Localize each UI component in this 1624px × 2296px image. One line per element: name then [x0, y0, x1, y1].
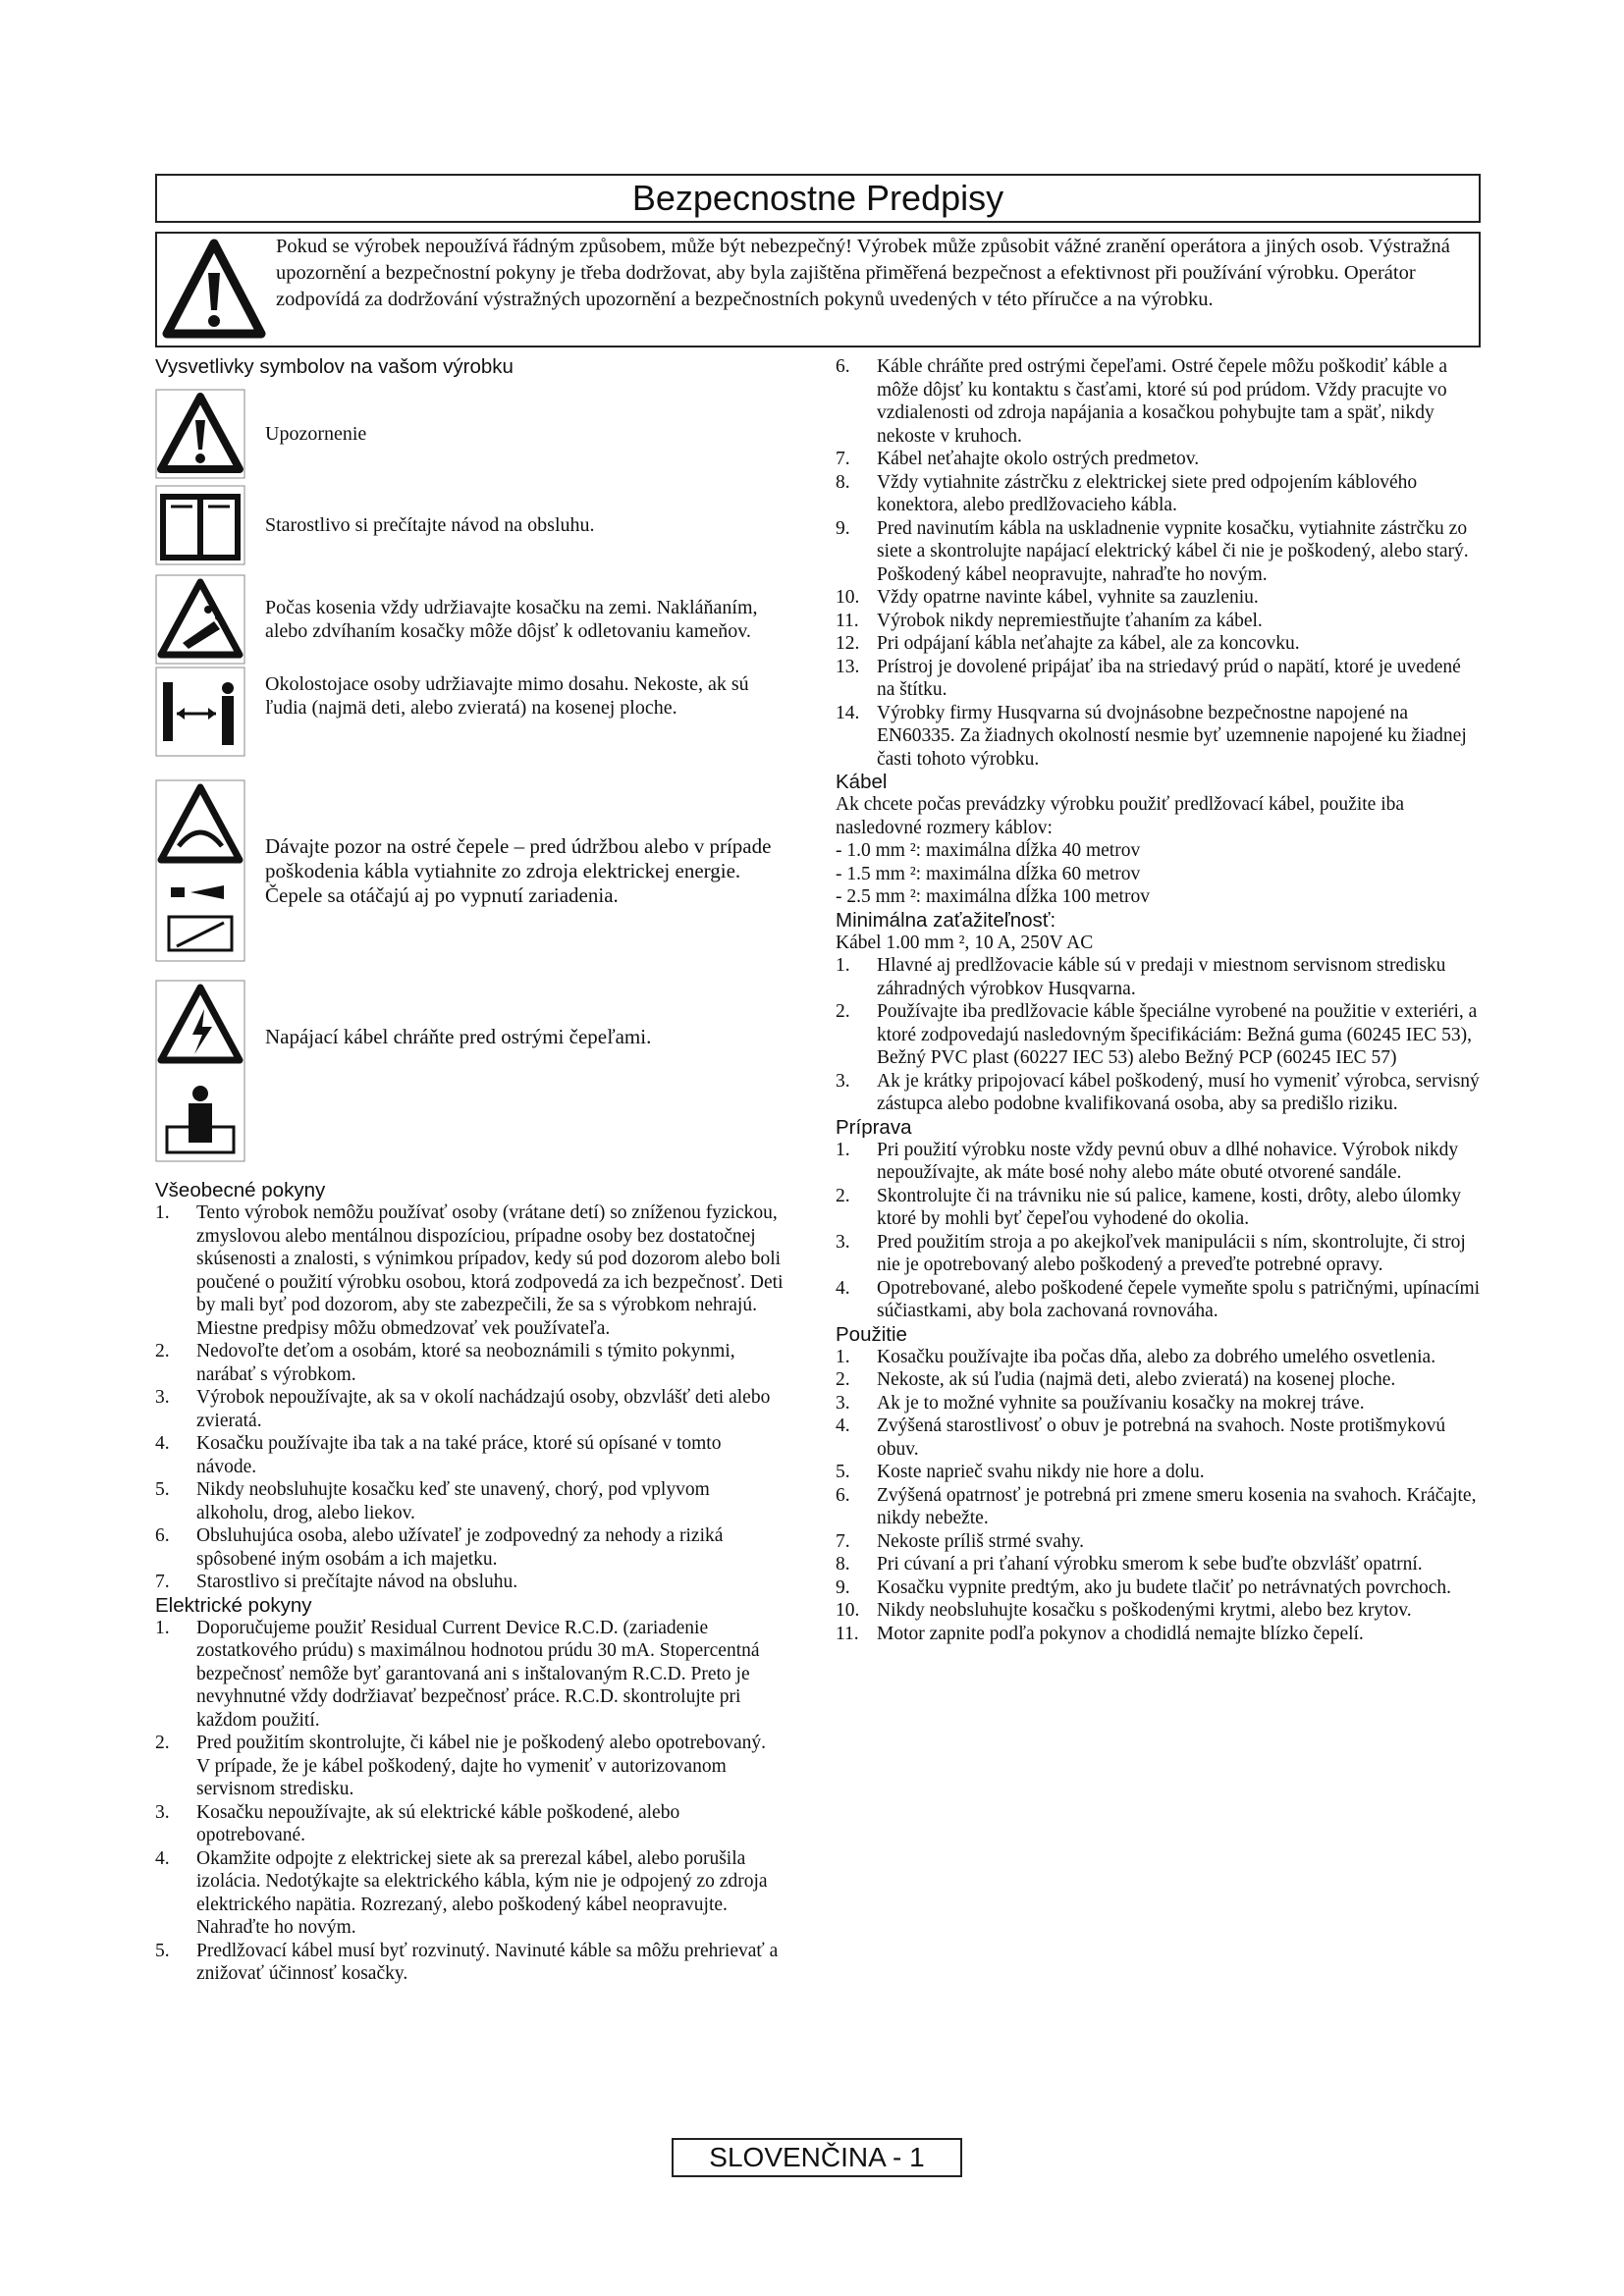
list-number: 3.	[155, 1801, 170, 1823]
list-item	[836, 586, 1484, 610]
list-number: 3.	[836, 1070, 850, 1092]
symbol-row-blades	[155, 776, 784, 965]
list-item	[836, 1070, 1484, 1116]
list-text: Kosačku používajte iba tak a na také práce, ktoré sú opísané v tomto návode.	[196, 1433, 722, 1477]
symbol-row-manual	[155, 482, 784, 568]
list-text: Nikdy neobsluhujte kosačku s poškodenými krytmi, alebo bez krytov.	[877, 1600, 1412, 1621]
list-item	[836, 1576, 1484, 1600]
list-item	[155, 1201, 784, 1340]
list-number: 4.	[836, 1415, 850, 1436]
list-item	[155, 1617, 784, 1733]
list-item	[836, 702, 1484, 772]
symbol-text: Dávajte pozor na ostré čepele – pred údržbou alebo v prípade poškodenia kábla vytiahnite zo zdroja elektrickej energie. Čepele sa otáčajú aj po vypnutí zariadenia.	[265, 833, 772, 907]
list-number: 8.	[836, 471, 850, 493]
list-number: 14.	[836, 702, 860, 723]
list-text: Nedovoľte deťom a osobám, ktoré sa neoboznámili s týmito pokynmi, narábať s výrobkom.	[196, 1341, 735, 1385]
list-number: 4.	[155, 1847, 170, 1869]
list-number: 1.	[836, 1346, 850, 1367]
warning-triangle-icon	[155, 389, 253, 479]
list-text: Zvýšená starostlivosť o obuv je potrebná na svahoch. Noste protišmykovú obuv.	[877, 1415, 1446, 1460]
list-item	[836, 1623, 1484, 1646]
list-number: 7.	[836, 449, 850, 469]
list-number: 7.	[836, 1530, 850, 1552]
list-text: Ak je krátky pripojovací kábel poškodený, musí ho vymeniť výrobca, servisný zástupca alebo podobne kvalifikovaná osoba, aby sa predišlo riziku.	[877, 1070, 1480, 1114]
list-item	[155, 1340, 784, 1386]
list-item	[836, 355, 1484, 448]
flying-stones-icon	[155, 574, 253, 665]
list-item	[836, 1484, 1484, 1530]
cable-size-item: - 1.5 mm ²: maximálna dĺžka 60 metrov	[836, 863, 1141, 884]
list-item	[155, 1478, 784, 1524]
list-text: Koste naprieč svahu nikdy nie hore a dolu.	[877, 1462, 1205, 1482]
list-item	[836, 1553, 1484, 1576]
list-number: 1.	[155, 1202, 170, 1223]
cable-heading: Kábel	[836, 771, 888, 793]
prep-list	[836, 1139, 1484, 1323]
list-text: Starostlivo si prečítajte návod na obsluhu.	[196, 1572, 518, 1592]
general-list	[155, 1201, 784, 1594]
right-column	[836, 355, 1484, 1645]
list-number: 3.	[155, 1387, 170, 1408]
list-text: Pri použití výrobku noste vždy pevnú obuv a dlhé nohavice. Výrobok nikdy nepoužívajte, ak máte bosé nohy alebo máte obuté otvorené sandále.	[877, 1139, 1459, 1183]
list-number: 6.	[836, 1484, 850, 1506]
list-item	[836, 1530, 1484, 1554]
list-text: Používajte iba predlžovacie káble špeciálne vyrobené na použitie v exteriéri, a ktoré zodpovedajú nasledovným špecifikáciám: Bežná guma (60245 IEC 53), Bežný PVC plast (60227 IEC 53) alebo Bežný PCP (60245 IEC 57)	[877, 1001, 1478, 1068]
list-item	[155, 1571, 784, 1594]
list-text: Nekoste, ak sú ľudia (najmä deti, alebo zvieratá) na kosenej ploche.	[877, 1369, 1396, 1390]
list-text: Pred použitím skontrolujte, či kábel nie je poškodený alebo opotrebovaný. V prípade, že je kábel poškodený, dajte ho vymeniť v autorizovanom servisnom stredisku.	[196, 1733, 766, 1799]
list-number: 2.	[155, 1341, 170, 1362]
list-item	[836, 517, 1484, 587]
symbols-heading: Vysvetlivky symbolov na vašom výrobku	[155, 355, 514, 378]
symbol-text: Okolostojace osoby udržiavajte mimo dosahu. Nekoste, ak sú ľudia (najmä deti, alebo zvieratá) na kosenej ploche.	[265, 673, 749, 719]
list-text: Ak je to možné vyhnite sa používaniu kosačky na mokrej tráve.	[877, 1392, 1365, 1414]
list-number: 5.	[155, 1479, 170, 1500]
open-book-icon	[155, 485, 253, 565]
list-text: Hlavné aj predlžovacie káble sú v predaji v miestnom servisnom stredisku záhradných výrobkov Husqvarna.	[877, 955, 1446, 999]
list-text: Vždy opatrne navinte kábel, vyhnite sa zauzleniu.	[877, 587, 1259, 608]
list-number: 13.	[836, 656, 860, 677]
list-item	[836, 471, 1484, 517]
list-number: 4.	[155, 1433, 170, 1454]
symbol-row-cable	[155, 977, 784, 1165]
list-item	[836, 632, 1484, 656]
list-item	[836, 1231, 1484, 1277]
list-number: 5.	[836, 1462, 850, 1482]
list-number: 9.	[836, 1576, 850, 1598]
list-number: 12.	[836, 633, 860, 654]
list-number: 2.	[836, 1185, 850, 1206]
list-text: Nekoste príliš strmé svahy.	[877, 1530, 1085, 1552]
list-text: Kosačku vypnite predtým, ako ju budete tlačiť po netrávnatých povrchoch.	[877, 1576, 1452, 1598]
list-item	[155, 1524, 784, 1571]
list-text: Kosačku nepoužívajte, ak sú elektrické káble poškodené, alebo opotrebované.	[196, 1801, 680, 1845]
list-item	[836, 448, 1484, 471]
load-heading: Minimálna zaťažiteľnosť:	[836, 908, 1056, 932]
list-number: 6.	[155, 1525, 170, 1546]
prep-heading: Príprava	[836, 1115, 912, 1139]
list-number: 4.	[836, 1277, 850, 1299]
list-number: 1.	[836, 1139, 850, 1160]
electrical-heading: Elektrické pokyny	[155, 1593, 312, 1617]
list-number: 10.	[836, 1600, 860, 1621]
list-item	[836, 954, 1484, 1000]
list-number: 2.	[836, 1369, 850, 1390]
list-text: Zvýšená opatrnosť je potrebná pri zmene smeru kosenia na svahoch. Kráčajte, nikdy nebežte.	[877, 1484, 1477, 1528]
cable-sizes	[836, 839, 1484, 909]
symbol-row-distance	[155, 667, 784, 761]
list-number: 8.	[836, 1554, 850, 1575]
cable-intro: Ak chcete počas prevádzky výrobku použiť predlžovací kábel, použite iba nasledovné rozmery káblov:	[836, 794, 1405, 838]
list-number: 7.	[155, 1572, 170, 1592]
list-item	[836, 1461, 1484, 1484]
list-number: 3.	[836, 1231, 850, 1253]
list-item	[836, 610, 1484, 633]
list-item	[836, 1368, 1484, 1392]
cable-size-item: - 1.0 mm ²: maximálna dĺžka 40 metrov	[836, 840, 1141, 861]
list-text: Kábel neťahajte okolo ostrých predmetov.	[877, 449, 1200, 469]
list-number: 1.	[836, 955, 850, 976]
list-number: 11.	[836, 610, 859, 631]
list-number: 9.	[836, 517, 850, 539]
list-text: Nikdy neobsluhujte kosačku keď ste unavený, chorý, pod vplyvom alkoholu, drog, alebo liekov.	[196, 1479, 710, 1523]
list-number: 5.	[155, 1940, 170, 1961]
list-text: Pri cúvaní a pri ťahaní výrobku smerom k sebe buďte obzvlášť opatrní.	[877, 1554, 1423, 1575]
list-text: Káble chráňte pred ostrými čepeľami. Ostré čepele môžu poškodiť káble a môže dôjsť ku kontaktu s časťami, ktoré sú pod prúdom. Vždy pracujte vo vzdialenosti od zdroja napájania a kosačkou pohybujte tam a späť, nikdy nekoste v kruhoch.	[877, 356, 1447, 447]
list-text: Výrobok nikdy nepremiestňujte ťahaním za kábel.	[877, 610, 1263, 631]
usage-list	[836, 1346, 1484, 1646]
list-number: 2.	[836, 1001, 850, 1022]
general-heading: Všeobecné pokyny	[155, 1179, 326, 1201]
list-number: 11.	[836, 1623, 859, 1644]
list-item	[836, 1599, 1484, 1623]
page-title: Bezpecnostne Predpisy	[155, 174, 1481, 223]
list-item	[155, 1801, 784, 1847]
list-text: Doporučujeme použiť Residual Current Device R.C.D. (zariadenie zostatkového prúdu) s maximálnou hodnotou prúdu 30 mA. Stopercentná bezpečnosť nemôže byť garantovaná ani s inštalovaným R.C.D. Preto je nevyhnutné vždy dodržiavať bezpečnosť práce. R.C.D. skontrolujte pri každom použití.	[196, 1617, 760, 1731]
list-text: Tento výrobok nemôžu používať osoby (vrátane detí) so zníženou fyzickou, zmyslovou alebo mentálnou dispozíciou, prípadne osoby bez dostatočnej skúsenosti a znalosti, s výnimkou prípadov, kedy sú pod dozorom alebo boli poučené o použití výrobku osobou, ktorá zodpovedá za ich bezpečnosť. Deti by mali byť pod dozorom, aby ste zabezpečili, že sa s výrobkom nehrajú. Miestne predpisy môžu obmedzovať vek používateľa.	[196, 1202, 784, 1339]
list-text: Pri odpájaní kábla neťahajte za kábel, ale za koncovku.	[877, 633, 1300, 654]
list-item	[836, 1277, 1484, 1323]
list-text: Vždy vytiahnite zástrčku z elektrickej siete pred odpojením káblového konektora, alebo predlžovacieho kábla.	[877, 471, 1418, 515]
warning-triangle-icon	[159, 236, 269, 344]
list-item	[155, 1940, 784, 1986]
list-text: Výrobky firmy Husqvarna sú dvojnásobne bezpečnostne napojené na EN60335. Za žiadnych okolností nesmie byť uzemnenie napojené ku žiadnej časti tohoto výrobku.	[877, 702, 1467, 770]
symbol-row-warning	[155, 386, 784, 482]
keep-distance-icon	[155, 667, 253, 757]
list-text: Opotrebované, alebo poškodené čepele vymeňte spolu s patričnými, upínacími súčiastkami, aby bola zachovaná rovnováha.	[877, 1277, 1481, 1321]
list-number: 1.	[155, 1617, 170, 1638]
list-item	[836, 1392, 1484, 1415]
list-number: 6.	[836, 356, 850, 377]
left-column	[155, 355, 784, 1986]
symbol-row-stones	[155, 572, 784, 667]
page-footer: SLOVENČINA - 1	[672, 2138, 962, 2177]
list-text: Predlžovací kábel musí byť rozvinutý. Navinuté káble sa môžu prehrievať a znižovať účinnosť kosačky.	[196, 1940, 779, 1984]
load-list	[836, 954, 1484, 1116]
list-text: Kosačku používajte iba počas dňa, alebo za dobrého umelého osvetlenia.	[877, 1346, 1436, 1367]
usage-heading: Použitie	[836, 1322, 907, 1346]
list-item	[836, 1185, 1484, 1231]
list-text: Prístroj je dovolené pripájať iba na striedavý prúd o napätí, ktoré je uvedené na štítku.	[877, 656, 1461, 700]
electrical-list-continued	[836, 355, 1484, 771]
list-number: 2.	[155, 1733, 170, 1753]
symbol-text: Upozornenie	[265, 423, 367, 445]
symbol-text: Počas kosenia vždy udržiavajte kosačku na zemi. Nakláňaním, alebo zdvíhaním kosačky môže dôjsť k odletovaniu kameňov.	[265, 597, 758, 642]
list-item	[836, 1415, 1484, 1461]
list-item	[836, 656, 1484, 702]
list-text: Skontrolujte či na trávniku nie sú palice, kamene, kosti, drôty, alebo úlomky ktoré by mohli byť čepeľou vyhodené do okolia.	[877, 1185, 1461, 1229]
list-text: Obsluhujúca osoba, alebo užívateľ je zodpovedný za nehody a riziká spôsobené iným osobám a ich majetku.	[196, 1525, 724, 1570]
list-text: Výrobok nepoužívajte, ak sa v okolí nachádzajú osoby, obzvlášť deti alebo zvieratá.	[196, 1387, 771, 1431]
list-text: Okamžite odpojte z elektrickej siete ak sa prerezal kábel, alebo porušila izolácia. Nedotýkajte sa elektrického kábla, kým nie je odpojený zo zdroja elektrického napätia. Rozrezaný, alebo poškodený kábel neopravujte. Nahraďte ho novým.	[196, 1847, 768, 1938]
cable-protection-icon	[155, 980, 253, 1162]
load-spec: Kábel 1.00 mm ², 10 A, 250V AC	[836, 932, 1094, 953]
cable-size-item: - 2.5 mm ²: maximálna dĺžka 100 metrov	[836, 886, 1150, 907]
list-item	[836, 1000, 1484, 1070]
list-text: Motor zapnite podľa pokynov a chodidlá nemajte blízko čepelí.	[877, 1623, 1364, 1644]
list-number: 3.	[836, 1392, 850, 1414]
list-item	[155, 1847, 784, 1940]
list-item	[155, 1386, 784, 1432]
list-text: Pred použitím stroja a po akejkoľvek manipulácii s ním, skontrolujte, či stroj nie je opotrebovaný alebo poškodený a preveďte potrebné opravy.	[877, 1231, 1466, 1275]
list-item	[155, 1732, 784, 1801]
electrical-list	[155, 1617, 784, 1986]
list-item	[155, 1432, 784, 1478]
sharp-blades-icon	[155, 779, 253, 962]
symbol-text: Starostlivo si prečítajte návod na obsluhu.	[265, 514, 595, 536]
list-item	[836, 1346, 1484, 1369]
list-number: 10.	[836, 587, 860, 608]
list-text: Pred navinutím kábla na uskladnenie vypnite kosačku, vytiahnite zástrčku zo siete a skontrolujte napájací elektrický kábel či nie je poškodený, alebo starý. Poškodený kábel neopravujte, nahraďte ho novým.	[877, 517, 1469, 585]
symbol-text: Napájací kábel chráňte pred ostrými čepeľami.	[265, 1024, 652, 1048]
warning-text: Pokud se výrobek nepoužívá řádným způsobem, může být nebezpečný! Výrobek může způsobit vážné zranění operátora a jiných osob. Výstražná upozornění a bezpečnostní pokyny je třeba dodržovat, aby byla zajištěna přiměřená bezpečnost a efektivnost při používání výrobku. Operátor zodpovídá za dodržování výstražných upozornění a bezpečnostních pokynů uvedených v této příručce a na výrobku.	[276, 236, 1450, 310]
list-item	[836, 1139, 1484, 1185]
